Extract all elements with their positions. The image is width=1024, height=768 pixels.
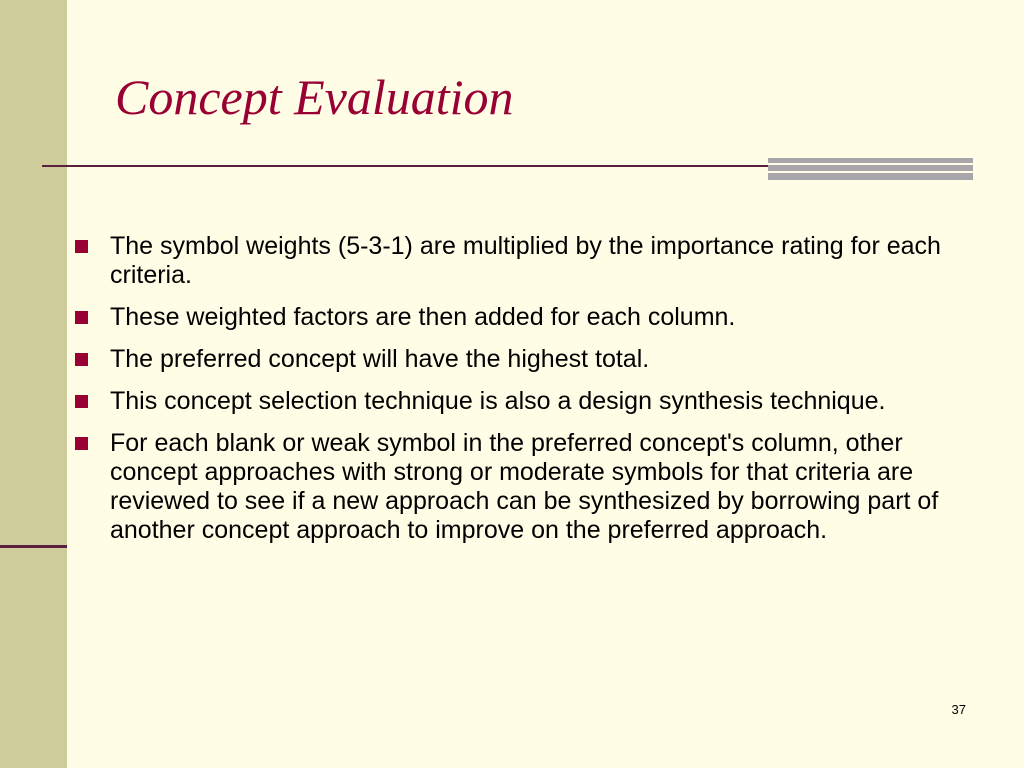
bullet-item — [75, 387, 985, 416]
accent-stripe — [768, 165, 973, 171]
square-bullet-icon — [75, 240, 88, 253]
accent-stripe — [768, 173, 973, 180]
left-sidebar-bar — [0, 0, 67, 768]
square-bullet-icon — [75, 353, 88, 366]
bullet-item — [75, 303, 985, 332]
slide-title: Concept Evaluation — [115, 69, 514, 125]
square-bullet-icon — [75, 395, 88, 408]
bullet-list — [75, 232, 985, 558]
square-bullet-icon — [75, 311, 88, 324]
bullet-item — [75, 232, 985, 290]
bullet-text: This concept selection technique is also a design synthesis technique. — [110, 387, 886, 415]
bullet-text: The symbol weights (5-3-1) are multiplied by the importance rating for each criteria. — [110, 232, 941, 289]
divider-accent-block — [768, 158, 973, 180]
bullet-text: These weighted factors are then added for each column. — [110, 303, 736, 331]
bullet-item — [75, 429, 985, 545]
accent-stripe — [768, 158, 973, 163]
sidebar-accent-line — [0, 545, 67, 548]
title-divider — [42, 165, 777, 167]
page-number: 37 — [951, 702, 966, 717]
bullet-text: For each blank or weak symbol in the preferred concept's column, other concept approaches with strong or moderate symbols for that criteria are reviewed to see if a new approach can be synthesized by borrowing part of another concept approach to improve on the preferred approach. — [110, 429, 939, 544]
square-bullet-icon — [75, 437, 88, 450]
bullet-text: The preferred concept will have the highest total. — [110, 345, 650, 373]
bullet-item — [75, 345, 985, 374]
